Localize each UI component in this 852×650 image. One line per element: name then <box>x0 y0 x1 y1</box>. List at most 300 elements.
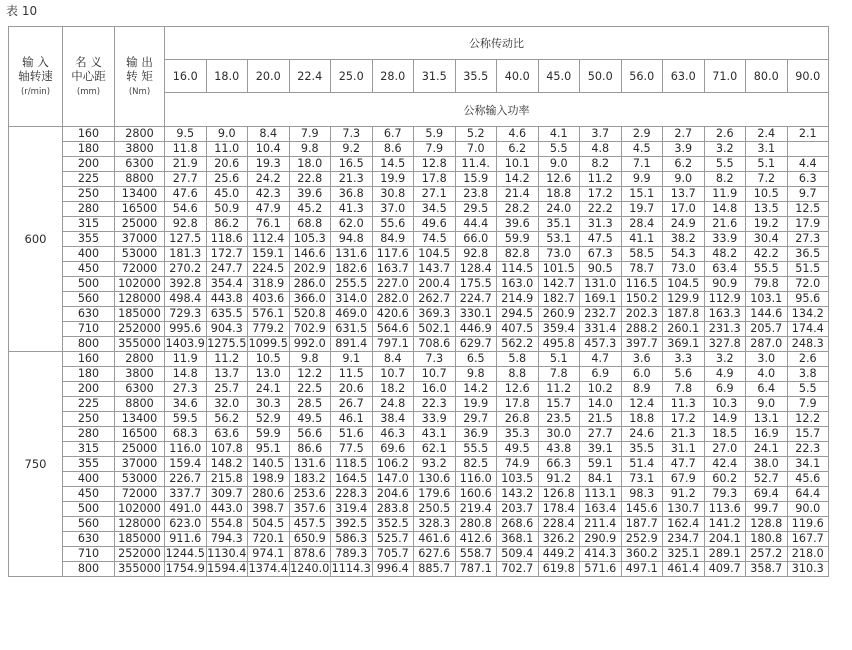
ratio-header-cell: 56.0 <box>621 60 663 93</box>
power-value-cell: 59.9 <box>497 232 539 247</box>
power-value-cell: 9.8 <box>289 352 331 367</box>
power-value-cell: 729.3 <box>165 307 207 322</box>
power-value-cell: 64.4 <box>787 487 829 502</box>
power-value-cell: 11.8 <box>165 142 207 157</box>
power-value-cell: 17.2 <box>663 412 705 427</box>
power-value-cell: 79.8 <box>746 277 788 292</box>
power-value-cell: 52.7 <box>746 472 788 487</box>
power-value-cell: 68.8 <box>289 217 331 232</box>
power-value-cell: 36.8 <box>331 187 373 202</box>
power-value-cell: 31.3 <box>580 217 622 232</box>
table-row <box>9 352 829 367</box>
power-value-cell: 91.2 <box>538 472 580 487</box>
power-value-cell: 1130.4 <box>207 547 247 560</box>
power-value-cell: 11.2 <box>538 382 580 397</box>
power-value-cell: 21.4 <box>497 187 539 202</box>
power-value-cell: 86.6 <box>289 442 331 457</box>
power-value-cell: 708.6 <box>414 337 456 352</box>
power-value-cell: 36.9 <box>455 427 497 442</box>
power-value-cell: 19.2 <box>746 217 788 232</box>
output-torque-cell: 8800 <box>115 172 165 187</box>
power-value-cell: 319.4 <box>331 502 373 517</box>
power-value-cell: 128.4 <box>455 262 497 277</box>
table-row <box>9 187 829 202</box>
center-distance-cell: 450 <box>63 487 115 502</box>
table-row <box>9 127 829 142</box>
power-value-cell: 9.1 <box>331 352 373 367</box>
power-value-cell: 8.4 <box>372 352 414 367</box>
power-value-cell: 6.2 <box>497 142 539 157</box>
power-value-cell: 116.0 <box>455 472 497 487</box>
power-value-cell: 224.5 <box>248 262 290 277</box>
power-value-cell: 2.6 <box>704 127 746 142</box>
power-value-cell: 113.6 <box>704 502 746 517</box>
power-value-cell: 12.8 <box>414 157 456 172</box>
table-row <box>9 142 829 157</box>
power-value-cell: 635.5 <box>206 307 248 322</box>
power-value-cell: 19.9 <box>455 397 497 412</box>
power-value-cell: 9.2 <box>331 142 373 157</box>
center-distance-cell: 710 <box>63 322 115 337</box>
output-torque-cell: 25000 <box>115 217 165 232</box>
power-value-cell: 159.1 <box>248 247 290 262</box>
power-value-cell: 54.6 <box>165 202 207 217</box>
center-distance-cell: 280 <box>63 202 115 217</box>
power-value-cell: 187.7 <box>621 517 663 532</box>
power-value-cell: 6.9 <box>704 382 746 397</box>
power-value-cell: 891.4 <box>331 337 373 352</box>
power-value-cell: 10.1 <box>497 157 539 172</box>
power-value-cell: 182.6 <box>331 262 373 277</box>
output-torque-cell: 252000 <box>115 322 165 337</box>
power-value-cell: 9.8 <box>455 367 497 382</box>
power-value-cell: 14.5 <box>372 157 414 172</box>
center-distance-cell: 160 <box>63 127 115 142</box>
center-distance-cell: 560 <box>63 517 115 532</box>
table-row <box>9 172 829 187</box>
output-torque-cell: 102000 <box>115 502 165 517</box>
power-value-cell: 280.8 <box>455 517 497 532</box>
power-value-cell: 10.5 <box>746 187 788 202</box>
power-value-cell: 130.7 <box>663 502 705 517</box>
center-distance-cell: 225 <box>63 172 115 187</box>
power-value-cell: 7.3 <box>414 352 456 367</box>
table-row <box>9 262 829 277</box>
power-value-cell: 457.5 <box>289 517 331 532</box>
power-value-cell: 326.2 <box>538 532 580 547</box>
power-value-cell: 1374.4 <box>248 562 288 575</box>
power-value-cell: 270.2 <box>165 262 207 277</box>
center-distance-cell: 630 <box>63 307 115 322</box>
power-value-cell: 562.2 <box>497 337 539 352</box>
output-torque-cell: 3800 <box>115 142 165 157</box>
power-value-cell: 12.6 <box>497 382 539 397</box>
power-value-cell: 90.5 <box>580 262 622 277</box>
power-value-cell: 112.4 <box>248 232 290 247</box>
power-value-cell: 143.2 <box>497 487 539 502</box>
power-value-cell: 8.4 <box>248 127 290 142</box>
output-torque-cell: 53000 <box>115 472 165 487</box>
power-value-cell: 2.9 <box>621 127 663 142</box>
power-value-cell: 35.1 <box>538 217 580 232</box>
power-value-cell: 359.4 <box>538 322 580 337</box>
power-value-cell: 103.5 <box>497 472 539 487</box>
power-value-cell: 42.4 <box>704 457 746 472</box>
power-value-cell: 62.0 <box>331 217 373 232</box>
power-value-cell: 131.0 <box>580 277 622 292</box>
power-value-cell: 310.3 <box>787 562 829 577</box>
power-value-cell: 29.5 <box>455 202 497 217</box>
power-value-cell: 24.1 <box>248 382 290 397</box>
power-value-cell: 82.5 <box>455 457 497 472</box>
power-value-cell: 288.2 <box>621 322 663 337</box>
table-row <box>9 502 829 517</box>
power-value-cell: 24.2 <box>248 172 290 187</box>
power-value-cell: 17.2 <box>580 187 622 202</box>
power-value-cell: 996.4 <box>372 562 414 577</box>
power-value-cell: 52.9 <box>248 412 290 427</box>
power-value-cell: 103.1 <box>746 292 788 307</box>
power-value-cell: 18.8 <box>621 412 663 427</box>
table-body <box>9 127 829 577</box>
table-row <box>9 532 829 547</box>
power-value-cell: 352.5 <box>372 517 414 532</box>
power-value-cell: 219.4 <box>455 502 497 517</box>
output-torque-cell: 355000 <box>115 337 165 352</box>
power-value-cell: 294.5 <box>497 307 539 322</box>
power-value-cell: 51.6 <box>331 427 373 442</box>
power-value-cell: 62.1 <box>414 442 456 457</box>
power-value-cell: 30.3 <box>248 397 290 412</box>
power-value-cell: 7.9 <box>787 397 829 412</box>
power-value-cell: 16.0 <box>414 382 456 397</box>
power-value-cell: 163.0 <box>497 277 539 292</box>
power-value-cell: 6.7 <box>372 127 414 142</box>
power-value-cell: 631.5 <box>331 322 373 337</box>
power-value-cell: 22.3 <box>414 397 456 412</box>
power-value-cell: 24.8 <box>372 397 414 412</box>
power-value-cell: 11.9 <box>704 187 746 202</box>
power-value-cell: 160.6 <box>455 487 497 502</box>
power-value-cell: 198.9 <box>248 472 290 487</box>
power-value-cell: 41.1 <box>621 232 663 247</box>
power-value-cell: 461.4 <box>663 562 705 577</box>
power-value-cell: 179.6 <box>414 487 456 502</box>
power-value-cell: 3.3 <box>663 352 705 367</box>
power-value-cell: 53.1 <box>538 232 580 247</box>
power-value-cell: 118.5 <box>331 457 373 472</box>
table-row <box>9 157 829 172</box>
power-value-cell: 3.0 <box>746 352 788 367</box>
power-value-cell: 420.6 <box>372 307 414 322</box>
power-value-cell: 25.7 <box>206 382 248 397</box>
power-value-cell: 9.5 <box>165 127 207 142</box>
power-value-cell: 163.7 <box>372 262 414 277</box>
power-value-cell: 172.7 <box>206 247 248 262</box>
power-value-cell: 131.6 <box>289 457 331 472</box>
power-value-cell: 76.1 <box>248 217 290 232</box>
table-row <box>9 292 829 307</box>
power-value-cell: 5.5 <box>538 142 580 157</box>
power-value-cell: 5.1 <box>538 352 580 367</box>
power-value-cell: 66.3 <box>538 457 580 472</box>
power-value-cell: 360.2 <box>621 547 663 562</box>
table-row <box>9 247 829 262</box>
power-value-cell: 144.6 <box>746 307 788 322</box>
center-distance-cell: 250 <box>63 187 115 202</box>
power-value-cell: 50.9 <box>206 202 248 217</box>
power-value-cell: 84.9 <box>372 232 414 247</box>
center-distance-cell: 180 <box>63 367 115 382</box>
power-value-cell: 13.5 <box>746 202 788 217</box>
header-output-torque-unit: (Nm) <box>128 86 151 97</box>
table-row <box>9 277 829 292</box>
power-value-cell: 31.1 <box>663 442 705 457</box>
power-value-cell: 5.5 <box>704 157 746 172</box>
power-value-cell: 3.7 <box>580 127 622 142</box>
power-value-cell: 60.2 <box>704 472 746 487</box>
power-value-cell: 200.4 <box>414 277 456 292</box>
power-value-cell: 268.6 <box>497 517 539 532</box>
power-value-cell: 449.2 <box>538 547 580 562</box>
power-value-cell: 280.6 <box>248 487 290 502</box>
ratio-header-cell: 16.0 <box>165 60 207 93</box>
power-value-cell: 94.8 <box>331 232 373 247</box>
output-torque-cell: 355000 <box>115 562 165 577</box>
power-value-cell: 24.1 <box>746 442 788 457</box>
power-value-cell: 398.7 <box>248 502 290 517</box>
power-value-cell: 36.5 <box>787 247 829 262</box>
power-value-cell: 337.7 <box>165 487 207 502</box>
power-value-cell: 17.8 <box>497 397 539 412</box>
power-value-cell: 1244.5 <box>165 547 205 560</box>
power-value-cell: 47.9 <box>248 202 290 217</box>
ratio-header-cell: 45.0 <box>538 60 580 93</box>
power-value-cell: 140.5 <box>248 457 290 472</box>
power-value-cell: 91.2 <box>663 487 705 502</box>
header-output-torque <box>115 27 165 127</box>
power-value-cell: 13.7 <box>663 187 705 202</box>
power-value-cell: 327.8 <box>704 337 746 352</box>
power-value-cell: 44.4 <box>455 217 497 232</box>
output-torque-cell: 252000 <box>115 547 165 562</box>
power-value-cell: 84.1 <box>580 472 622 487</box>
power-value-cell: 116.5 <box>621 277 663 292</box>
power-value-cell: 59.9 <box>248 427 290 442</box>
ratio-header-cell: 18.0 <box>206 60 248 93</box>
power-value-cell: 29.7 <box>455 412 497 427</box>
power-value-cell: 7.3 <box>331 127 373 142</box>
header-center-distance-label: 名 义 中心距 <box>71 54 106 83</box>
power-value-cell: 794.3 <box>206 532 248 547</box>
power-value-cell: 202.9 <box>289 262 331 277</box>
power-value-cell: 34.5 <box>414 202 456 217</box>
power-value-cell: 4.8 <box>580 142 622 157</box>
power-value-cell: 253.6 <box>289 487 331 502</box>
power-value-cell: 10.3 <box>704 397 746 412</box>
power-value-cell: 23.5 <box>538 412 580 427</box>
power-value-cell: 90.0 <box>787 502 829 517</box>
power-value-cell: 14.0 <box>580 397 622 412</box>
power-value-cell: 403.6 <box>248 292 290 307</box>
power-value-cell: 15.9 <box>455 172 497 187</box>
power-value-cell: 78.7 <box>621 262 663 277</box>
power-value-cell: 24.9 <box>663 217 705 232</box>
power-value-cell: 10.7 <box>372 367 414 382</box>
power-value-cell: 35.5 <box>621 442 663 457</box>
center-distance-cell: 355 <box>63 457 115 472</box>
power-value-cell: 885.7 <box>414 562 456 577</box>
power-value-cell: 39.1 <box>580 442 622 457</box>
power-value-cell: 6.0 <box>621 367 663 382</box>
power-value-cell: 9.0 <box>663 172 705 187</box>
power-value-cell: 43.1 <box>414 427 456 442</box>
power-value-cell: 491.0 <box>165 502 207 517</box>
power-value-cell: 6.5 <box>455 352 497 367</box>
power-value-cell: 45.0 <box>206 187 248 202</box>
power-value-cell: 650.9 <box>289 532 331 547</box>
power-value-cell: 502.1 <box>414 322 456 337</box>
power-value-cell: 21.9 <box>165 157 207 172</box>
power-value-cell: 904.3 <box>206 322 248 337</box>
output-torque-cell: 6300 <box>115 382 165 397</box>
power-value-cell: 204.1 <box>704 532 746 547</box>
power-value-cell: 26.7 <box>331 397 373 412</box>
power-value-cell: 226.7 <box>165 472 207 487</box>
power-value-cell: 14.9 <box>704 412 746 427</box>
header-output-torque-label: 输 出 转 矩 <box>126 54 153 83</box>
power-value-cell: 224.7 <box>455 292 497 307</box>
power-value-cell: 10.4 <box>248 142 290 157</box>
power-value-cell: 357.6 <box>289 502 331 517</box>
power-value-cell: 7.0 <box>455 142 497 157</box>
power-value-cell: 46.1 <box>331 412 373 427</box>
power-value-cell: 3.2 <box>704 142 746 157</box>
input-speed-cell: 750 <box>9 352 63 577</box>
power-value-cell: 27.3 <box>787 232 829 247</box>
power-value-cell: 41.3 <box>331 202 373 217</box>
power-value-cell: 629.7 <box>455 337 497 352</box>
table-row <box>9 427 829 442</box>
power-value-cell: 16.9 <box>746 427 788 442</box>
power-value-cell: 358.7 <box>746 562 788 577</box>
power-value-cell: 68.3 <box>165 427 207 442</box>
power-value-cell: 1403.9 <box>165 337 205 350</box>
output-torque-cell: 2800 <box>115 352 165 367</box>
power-value-cell: 10.2 <box>580 382 622 397</box>
table-row <box>9 412 829 427</box>
power-value-cell: 141.2 <box>704 517 746 532</box>
power-value-cell: 4.1 <box>538 127 580 142</box>
center-distance-cell: 630 <box>63 532 115 547</box>
output-torque-cell: 16500 <box>115 202 165 217</box>
power-value-cell: 73.1 <box>621 472 663 487</box>
power-value-cell: 3.2 <box>704 352 746 367</box>
power-value-cell: 73.0 <box>663 262 705 277</box>
power-value-cell: 992.0 <box>289 337 331 352</box>
output-torque-cell: 25000 <box>115 442 165 457</box>
power-value-cell: 4.5 <box>621 142 663 157</box>
power-value-cell: 82.8 <box>497 247 539 262</box>
power-value-cell: 354.4 <box>206 277 248 292</box>
power-value-cell: 39.6 <box>497 217 539 232</box>
power-value-cell: 119.6 <box>787 517 829 532</box>
power-value-cell: 2.6 <box>787 352 829 367</box>
output-torque-cell: 2800 <box>115 127 165 142</box>
header-input-speed <box>9 27 63 127</box>
power-value-cell: 17.8 <box>414 172 456 187</box>
power-value-cell: 5.5 <box>787 382 829 397</box>
power-value-cell: 104.5 <box>414 247 456 262</box>
power-value-cell: 45.2 <box>289 202 331 217</box>
power-value-cell: 12.2 <box>289 367 331 382</box>
power-value-cell: 571.6 <box>580 562 622 577</box>
power-value-cell: 148.2 <box>206 457 248 472</box>
table-row <box>9 487 829 502</box>
power-value-cell: 414.3 <box>580 547 622 562</box>
power-value-cell: 469.0 <box>331 307 373 322</box>
power-value-cell: 1114.3 <box>331 562 371 575</box>
power-value-cell: 228.3 <box>331 487 373 502</box>
power-value-cell: 183.2 <box>289 472 331 487</box>
power-value-cell: 24.6 <box>621 427 663 442</box>
power-value-cell: 130.6 <box>414 472 456 487</box>
power-value-cell: 9.7 <box>787 187 829 202</box>
power-value-cell: 131.6 <box>331 247 373 262</box>
power-value-cell: 58.5 <box>621 247 663 262</box>
power-value-cell: 178.4 <box>538 502 580 517</box>
power-value-cell: 13.1 <box>746 412 788 427</box>
power-value-cell: 369.3 <box>414 307 456 322</box>
power-value-cell: 6.2 <box>663 157 705 172</box>
power-value-cell: 24.0 <box>538 202 580 217</box>
power-value-cell: 142.7 <box>538 277 580 292</box>
power-value-cell: 318.9 <box>248 277 290 292</box>
ratio-header-cell: 63.0 <box>663 60 705 93</box>
power-value-cell: 576.1 <box>248 307 290 322</box>
power-value-cell: 99.7 <box>746 502 788 517</box>
power-value-cell: 5.8 <box>497 352 539 367</box>
power-value-cell: 369.1 <box>663 337 705 352</box>
center-distance-cell: 355 <box>63 232 115 247</box>
center-distance-cell: 315 <box>63 442 115 457</box>
table-row <box>9 382 829 397</box>
power-value-cell: 92.8 <box>165 217 207 232</box>
power-value-cell: 995.6 <box>165 322 207 337</box>
power-value-cell: 98.3 <box>621 487 663 502</box>
power-value-cell: 22.5 <box>289 382 331 397</box>
power-value-cell: 1240.0 <box>290 562 330 575</box>
power-value-cell: 59.1 <box>580 457 622 472</box>
center-distance-cell: 560 <box>63 292 115 307</box>
power-value-cell: 257.2 <box>746 547 788 562</box>
power-value-cell: 63.4 <box>704 262 746 277</box>
power-value-cell: 218.0 <box>787 547 829 562</box>
power-value-cell: 4.7 <box>580 352 622 367</box>
power-value-cell: 443.0 <box>206 502 248 517</box>
power-value-cell: 720.1 <box>248 532 290 547</box>
power-value-cell: 134.2 <box>787 307 829 322</box>
power-value-cell: 19.7 <box>621 202 663 217</box>
power-value-cell: 397.7 <box>621 337 663 352</box>
power-value-cell: 495.8 <box>538 337 580 352</box>
power-value-cell: 392.8 <box>165 277 207 292</box>
power-value-cell: 47.6 <box>165 187 207 202</box>
power-value-cell: 143.7 <box>414 262 456 277</box>
power-value-cell: 5.2 <box>455 127 497 142</box>
power-value-cell: 282.0 <box>372 292 414 307</box>
power-value-cell: 702.9 <box>289 322 331 337</box>
